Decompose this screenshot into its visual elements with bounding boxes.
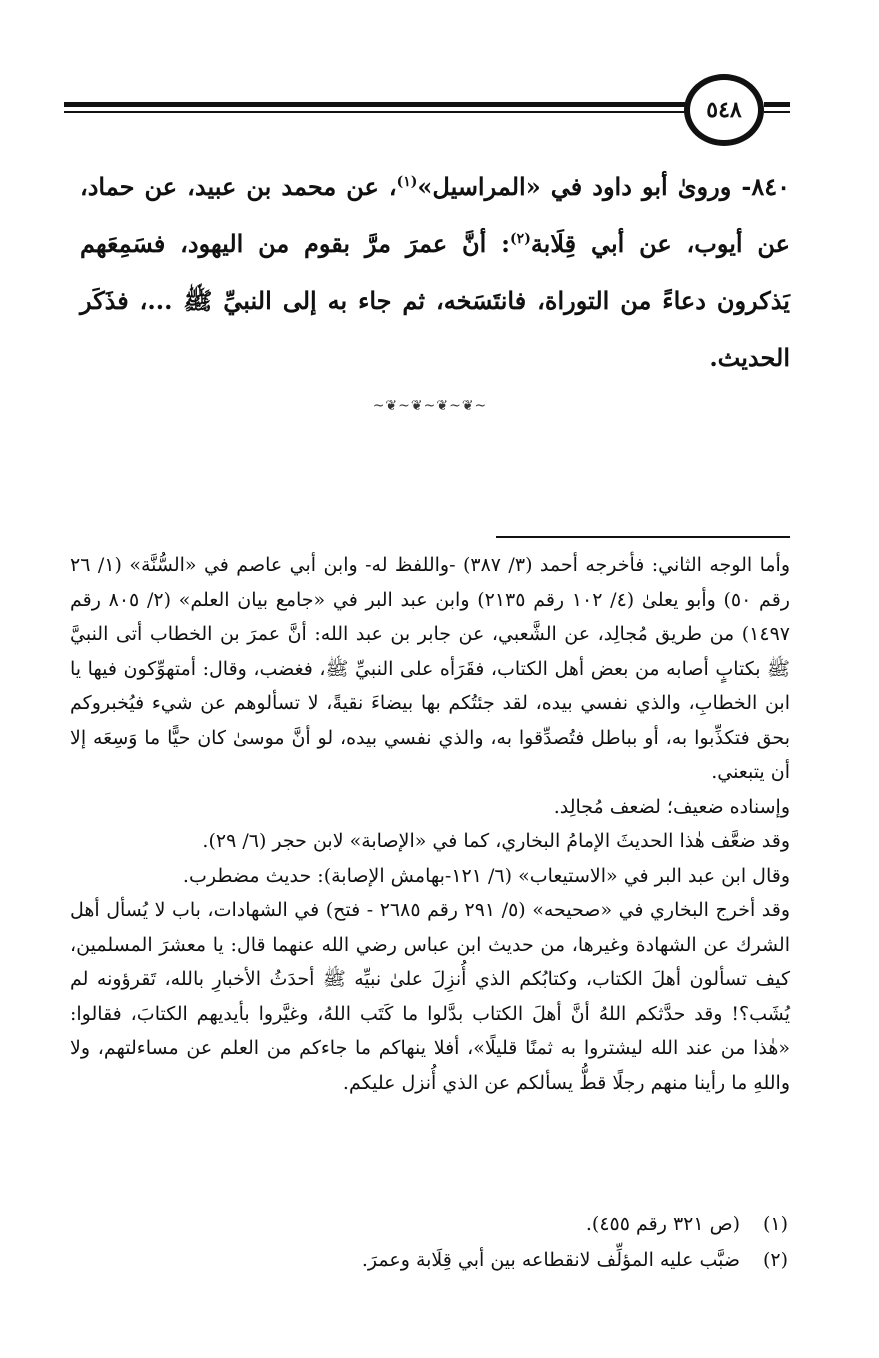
main-text-part-2: ، عن محمد بن عبيد، عن حماد، عن أيوب، عن أبي قِلَابة (80, 172, 790, 258)
page-number: ٥٤٨ (706, 97, 742, 123)
header-rule-thick-line (64, 102, 704, 107)
header-rule-right-thick-line (764, 102, 790, 107)
main-paragraph (80, 158, 790, 386)
header-rule (64, 96, 790, 120)
page-number-badge (684, 74, 764, 146)
footnote-list (70, 1206, 788, 1278)
header-rule-thin-line (64, 111, 704, 113)
footnote-paragraph: وأما الوجه الثاني: فأخرجه أحمد (٣/ ٣٨٧) -واللفظ له- وابن أبي عاصم في «السُّنَّة» (١/ ٢٦ رقم ٥٠) وأبو يعلىٰ (٤/ ١٠٢ رقم ٢١٣٥) وابن عبد البر في «جامع بيان العلم» (٢/ ٨٠٥ رقم ١٤٩٧) من طريق مُجالِد، عن الشَّعبي، عن جابر بن عبد الله: أنَّ عمرَ بن الخطاب أتى النبيَّ ﷺ بكتابٍ أصابه من بعض أهل الكتاب، فقَرَأه على النبيِّ ﷺ، فغضب، وقال: أمتهوِّكون فيها يا ابن الخطابِ، والذي نفسي بيده، لقد جئتُكم بها بيضاءَ نقيةً، لا تسألوهم عن شيء فيُخبروكم بحق فتكذِّبوا به، أو بباطل فتُصدِّقوا به، والذي نفسي بيده، لو أنَّ موسىٰ كان حيًّا ما وَسِعَه إلا أن يتبعني. (70, 554, 790, 783)
footnote-text: (ص ٣٢١ رقم ٤٥٥). (585, 1213, 740, 1235)
section-ornament: ~❦~❦~❦~❦~ (372, 398, 488, 414)
footnote-text: ضبَّب عليه المؤلِّف لانقطاعه بين أبي قِلَابة وعمرَ. (361, 1249, 740, 1271)
footnote-paragraph: وإسناده ضعيف؛ لضعف مُجالِد. (553, 795, 790, 818)
footnote-number: (١) (762, 1213, 788, 1235)
footnote-body (70, 548, 790, 1100)
footnote-ref-1[interactable]: (١) (396, 174, 418, 190)
footnote-number: (٢) (762, 1249, 788, 1271)
footnote-item (70, 1206, 788, 1242)
footnote-item (70, 1242, 788, 1278)
footnote-ref-2[interactable]: (٢) (510, 231, 531, 247)
main-text-part-1: ٨٤٠- ورویٰ أبو داود في «المراسيل» (417, 172, 790, 201)
main-text (80, 158, 790, 386)
footnote-separator (496, 536, 790, 538)
footnote-paragraph: وقد ضعَّف هٰذا الحديثَ الإمامُ البخاري، كما في «الإصابة» لابن حجر (٦/ ٢٩). (202, 830, 790, 852)
footnote-paragraph: وقال ابن عبد البر في «الاستيعاب» (٦/ ١٢١-بهامش الإصابة): حديث مضطرب. (182, 864, 790, 887)
footnote-paragraph: وقد أخرج البخاري في «صحيحه» (٥/ ٢٩١ رقم ٢٦٨٥ - فتح) في الشهادات، باب لا يُسأل أهل الشرك عن الشهادة وغيرها، من حديث ابن عباس رضي الله عنهما قال: يا معشرَ المسلمين، كيف تسألون أهلَ الكتاب، وكتابُكم الذي أُنزِلَ علىٰ نبيِّه ﷺ أحدَثُ الأخبارِ بالله، تَقرؤونه لم يُشَب؟! وقد حدَّثكم اللهُ أنَّ أهلَ الكتاب بدَّلوا ما كَتَب اللهُ، وغيَّروا بأيديهم الكتابَ، فقالوا: «هٰذا من عند الله ليشتروا به ثمنًا قليلًا»، أفلا ينهاكم ما جاءكم من العلم عن مساءلتهم، ولا واللهِ ما رأينا منهم رجلًا قطُّ يسألكم عن الذي أُنزل عليكم. (70, 899, 791, 1094)
main-text-part-3: : أنَّ عمرَ مرَّ بقوم من اليهود، فسَمِعَهم يَذكرون دعاءً من التوراة، فانتَسَخه، ثم جاء به إلى النبيِّ ﷺ ...، فذَكَر الحديث. (80, 229, 790, 372)
header-rule-right-thin-line (764, 111, 790, 113)
